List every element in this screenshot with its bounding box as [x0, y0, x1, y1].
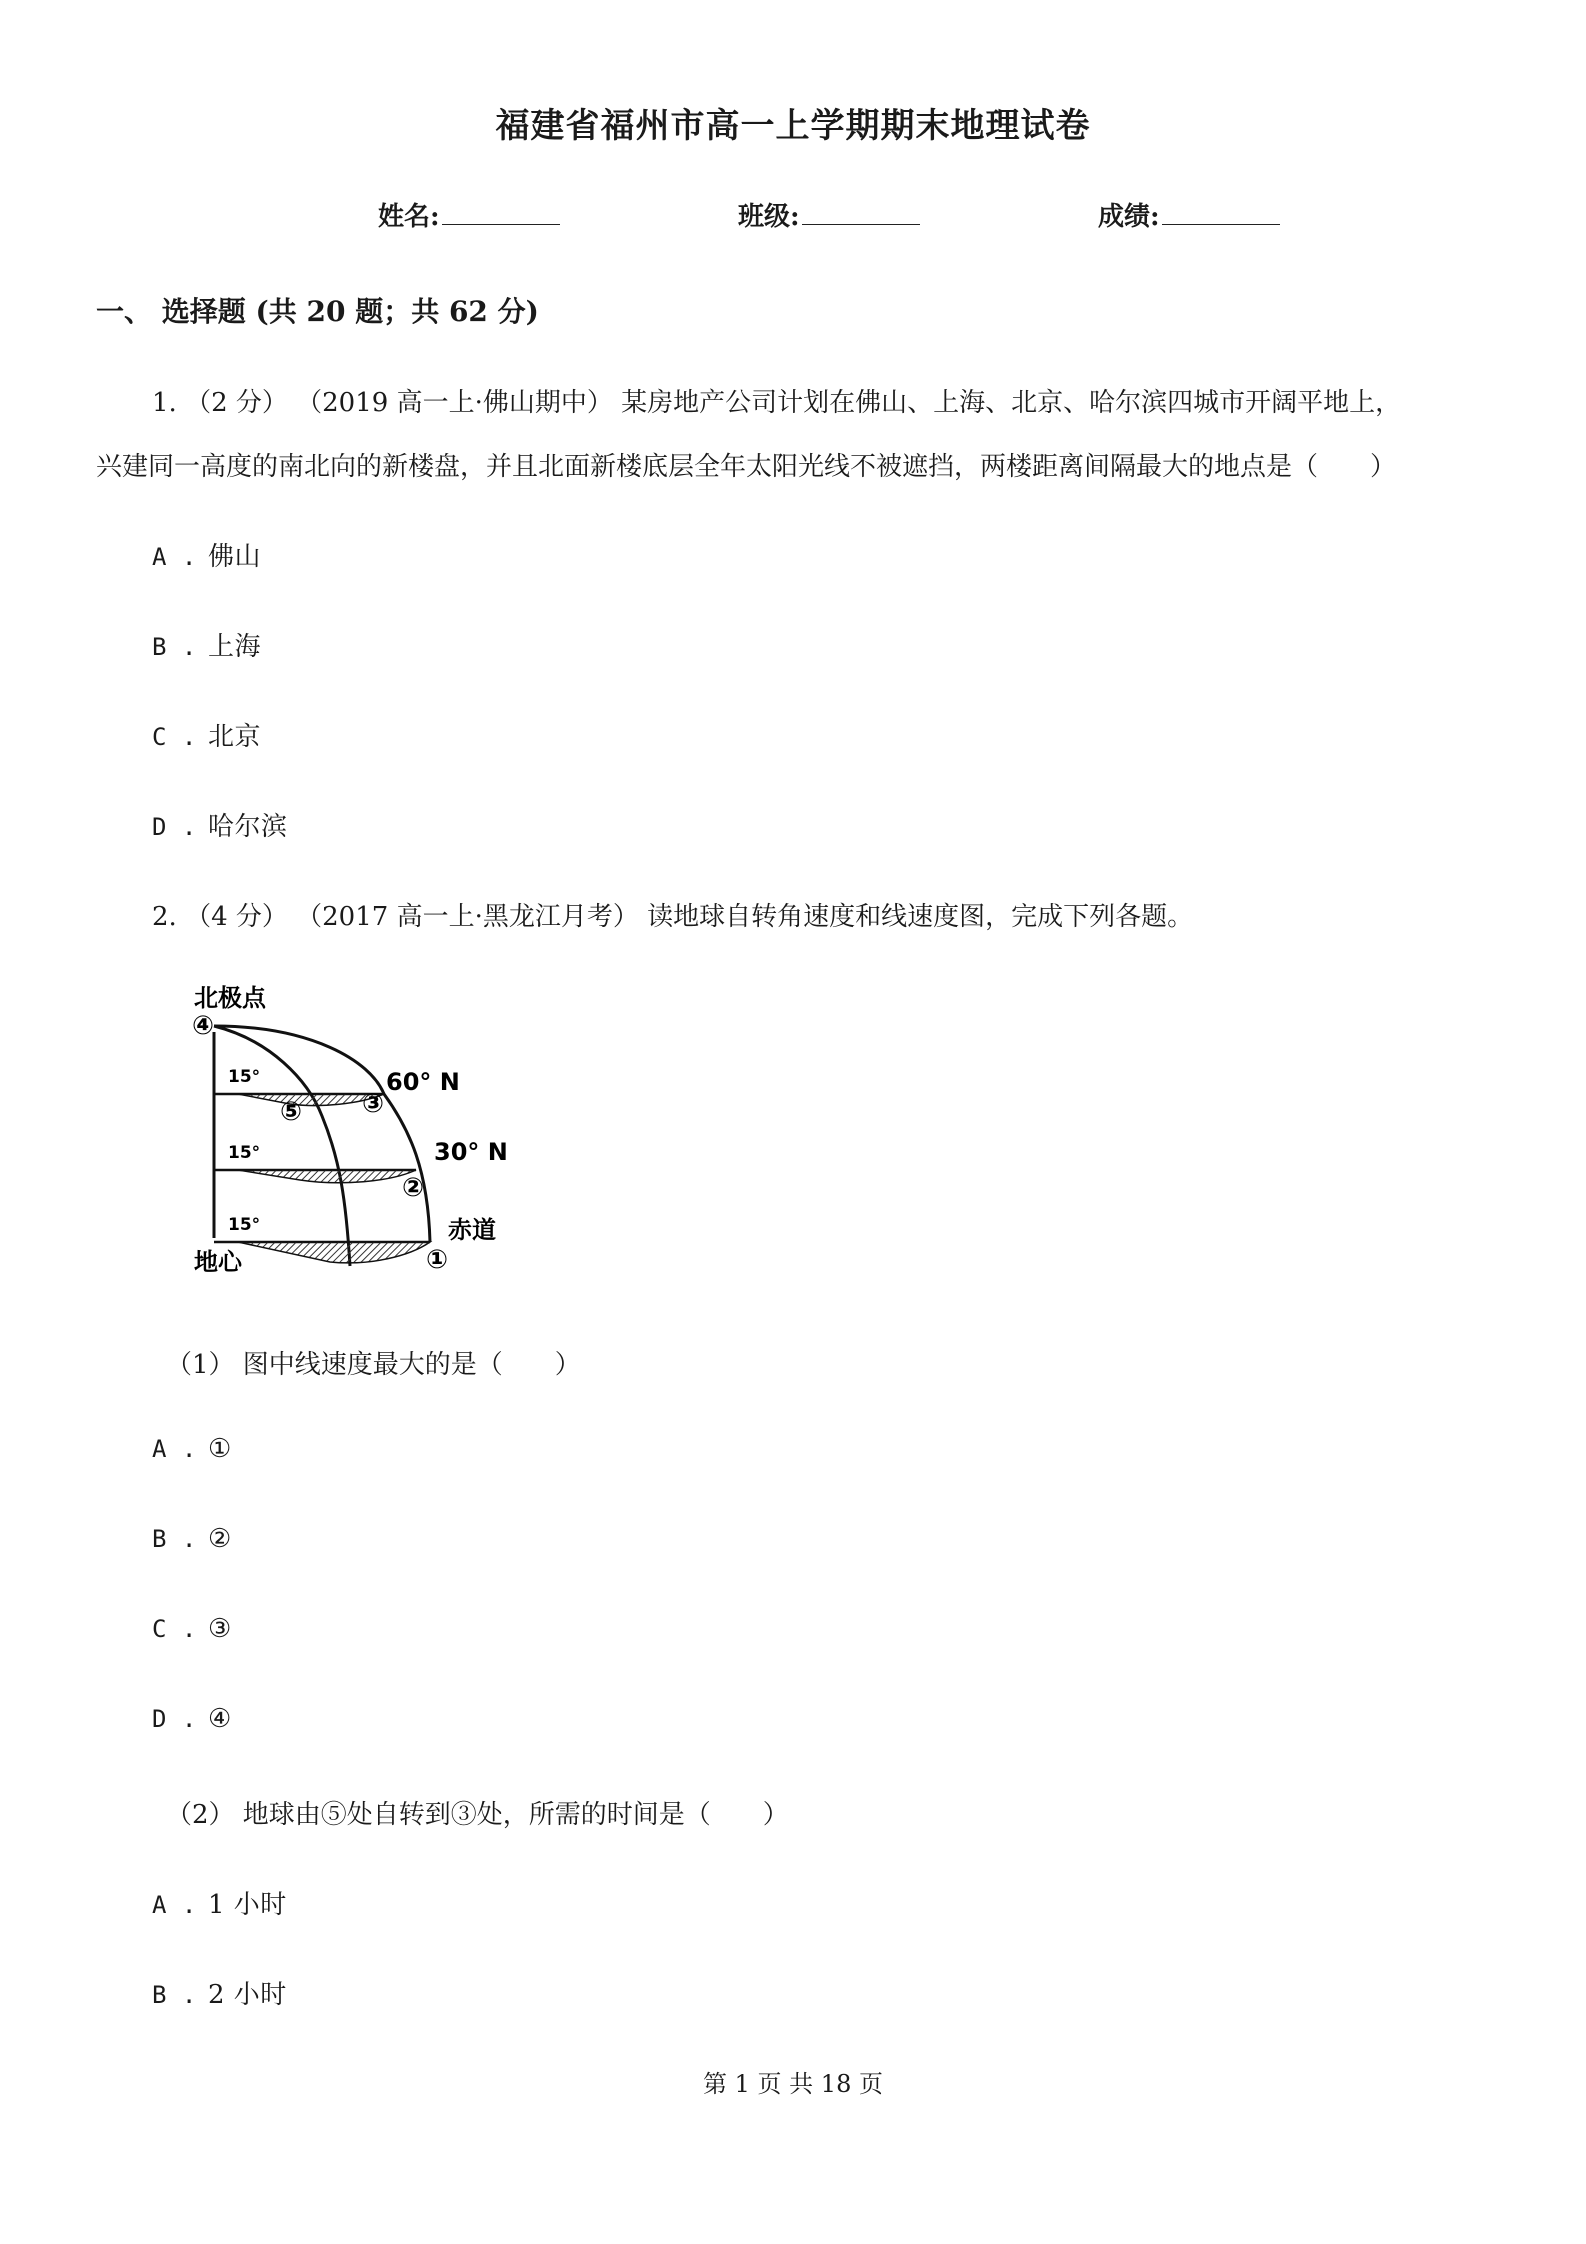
q1-option-c[interactable] — [152, 716, 261, 753]
option-letter: A . — [152, 543, 197, 571]
q2-sub1-option-d[interactable] — [152, 1704, 232, 1734]
option-text: 哈尔滨 — [208, 812, 288, 842]
q2-sub1-option-c[interactable] — [152, 1614, 232, 1644]
option-text: 上海 — [208, 632, 262, 662]
north-pole-label: 北极点 — [194, 984, 266, 1012]
q2-sub2-option-a[interactable] — [152, 1884, 287, 1921]
q2-sub2-stem: （2） 地球由⑤处自转到③处，所需的时间是（ ） — [166, 1800, 789, 1830]
mark-5: ⑤ — [280, 1097, 303, 1127]
option-text: 2 小时 — [208, 1980, 287, 2010]
name-field[interactable] — [378, 196, 560, 233]
section-heading: 一、 选择题 (共 20 题；共 62 分) — [96, 295, 539, 328]
q1-stem-line2: 兴建同一高度的南北向的新楼盘，并且北面新楼底层全年太阳光线不被遮挡，两楼距离间隔最大的地点是（ ） — [96, 452, 1397, 482]
equator-label: 赤道 — [448, 1216, 496, 1244]
lat30-label: 30° N — [434, 1138, 508, 1166]
option-letter: A . — [152, 1435, 197, 1463]
name-label: 姓名: — [378, 202, 440, 232]
q1-stem-line1: 1. （2 分） （2019 高一上·佛山期中） 某房地产公司计划在佛山、上海、北京、哈尔滨四城市开阔平地上， — [152, 388, 1402, 418]
class-label: 班级: — [738, 202, 800, 232]
option-letter: D . — [152, 813, 197, 841]
q2-sub1-option-b[interactable] — [152, 1524, 232, 1554]
mark-2: ② — [402, 1173, 425, 1203]
option-letter: D . — [152, 1705, 197, 1733]
option-text: ② — [208, 1524, 232, 1554]
q2-sub2-option-b[interactable] — [152, 1974, 287, 2011]
score-blank[interactable] — [1162, 202, 1280, 225]
lat60-label: 60° N — [386, 1068, 460, 1096]
option-letter: B . — [152, 1981, 197, 2009]
option-letter: B . — [152, 1525, 197, 1553]
q1-option-d[interactable] — [152, 806, 288, 843]
angle-label-30: 15° — [228, 1143, 261, 1163]
option-letter: C . — [152, 723, 197, 751]
outer-meridian — [214, 1026, 430, 1242]
wedge-30n — [238, 1170, 416, 1183]
mark-4: ④ — [192, 1011, 215, 1041]
earth-center-label: 地心 — [194, 1248, 242, 1276]
page-footer: 第 1 页 共 18 页 — [703, 2070, 883, 2098]
option-text: 1 小时 — [208, 1890, 287, 1920]
mark-3: ③ — [362, 1089, 385, 1119]
wedge-equator — [238, 1242, 430, 1263]
q2-sub1-option-a[interactable] — [152, 1434, 232, 1464]
option-letter: A . — [152, 1891, 197, 1919]
earth-rotation-figure — [190, 980, 530, 1280]
class-field[interactable] — [738, 196, 920, 233]
option-letter: B . — [152, 633, 197, 661]
angle-label-eq: 15° — [228, 1215, 261, 1235]
name-blank[interactable] — [442, 202, 560, 225]
q2-sub1-stem: （1） 图中线速度最大的是（ ） — [166, 1350, 581, 1380]
score-label: 成绩: — [1098, 202, 1160, 232]
q2-stem: 2. （4 分） （2017 高一上·黑龙江月考） 读地球自转角速度和线速度图，完成下列各题。 — [152, 902, 1194, 932]
option-text: 北京 — [208, 722, 262, 752]
option-text: ① — [208, 1434, 232, 1464]
option-letter: C . — [152, 1615, 197, 1643]
option-text: ③ — [208, 1614, 232, 1644]
q1-option-b[interactable] — [152, 626, 261, 663]
exam-title: 福建省福州市高一上学期期末地理试卷 — [495, 106, 1091, 146]
rotation-diagram — [190, 980, 530, 1280]
class-blank[interactable] — [802, 202, 920, 225]
option-text: 佛山 — [208, 542, 262, 572]
score-field[interactable] — [1098, 196, 1280, 233]
q1-option-a[interactable] — [152, 536, 261, 573]
mark-1: ① — [426, 1245, 449, 1275]
angle-label-60: 15° — [228, 1067, 261, 1087]
option-text: ④ — [208, 1704, 232, 1734]
